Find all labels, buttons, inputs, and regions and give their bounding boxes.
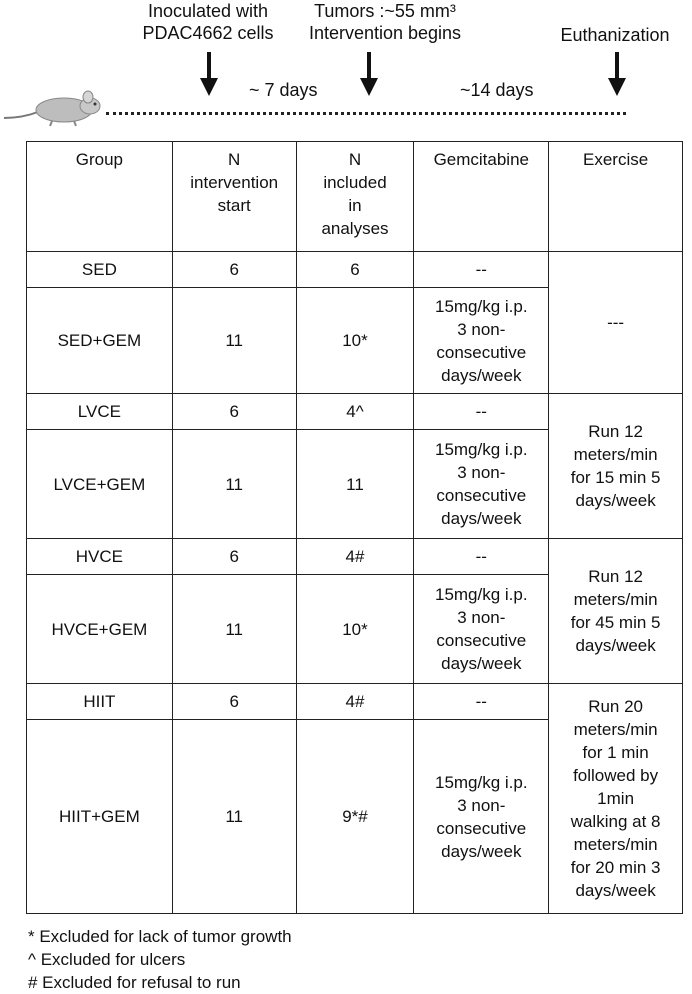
group-cell: HIIT	[27, 684, 173, 720]
duration-14-days: ~14 days	[460, 80, 534, 100]
n-start-cell: 11	[172, 430, 296, 539]
exercise-cell: ---	[549, 252, 683, 394]
gem-cell: 15mg/kg i.p. 3 non- consecutive days/week	[414, 575, 549, 684]
n-included-cell: 10*	[296, 575, 414, 684]
header-group: Group	[27, 142, 173, 252]
gem-cell: --	[414, 394, 549, 430]
event-euthanization-label: Euthanization	[560, 25, 670, 45]
gem-cell: 15mg/kg i.p. 3 non- consecutive days/week	[414, 720, 549, 914]
group-cell: LVCE+GEM	[27, 430, 173, 539]
table-row	[27, 539, 683, 575]
exercise-cell: Run 12 meters/min for 45 min 5 days/week	[549, 539, 683, 684]
n-included-cell: 4^	[296, 394, 414, 430]
n-start-cell: 6	[172, 539, 296, 575]
header-n-start: N intervention start	[172, 142, 296, 252]
group-cell: HIIT+GEM	[27, 720, 173, 914]
table-row	[27, 684, 683, 720]
footnote-hash: # Excluded for refusal to run	[28, 973, 241, 992]
n-included-cell: 4#	[296, 684, 414, 720]
exercise-cell: Run 20 meters/min for 1 min followed by 1min walking at 8 meters/min for 20 min 3 days/week	[549, 684, 683, 914]
gem-cell: 15mg/kg i.p. 3 non- consecutive days/week	[414, 288, 549, 394]
exercise-cell: Run 12 meters/min for 15 min 5 days/week	[549, 394, 683, 539]
n-included-cell: 4#	[296, 539, 414, 575]
timeline-dotted-line	[106, 112, 626, 115]
n-included-cell: 9*#	[296, 720, 414, 914]
group-cell: HVCE	[27, 539, 173, 575]
group-cell: HVCE+GEM	[27, 575, 173, 684]
n-start-cell: 6	[172, 394, 296, 430]
footnote-caret: ^ Excluded for ulcers	[28, 950, 186, 969]
n-included-cell: 6	[296, 252, 414, 288]
gem-cell: --	[414, 252, 549, 288]
event-inoculation-label: Inoculated with PDAC4662 cells	[142, 1, 274, 43]
group-cell: LVCE	[27, 394, 173, 430]
gem-cell: --	[414, 539, 549, 575]
header-n-included: N included in analyses	[296, 142, 414, 252]
event-intervention-label: Tumors :~55 mm³ Intervention begins	[308, 1, 462, 43]
table-row	[27, 252, 683, 288]
n-start-cell: 11	[172, 720, 296, 914]
duration-7-days: ~ 7 days	[249, 80, 318, 100]
group-cell: SED	[27, 252, 173, 288]
study-design-table	[26, 141, 683, 914]
mouse-icon	[2, 88, 106, 128]
n-included-cell: 11	[296, 430, 414, 539]
footnotes	[28, 925, 292, 994]
n-start-cell: 6	[172, 252, 296, 288]
n-included-cell: 10*	[296, 288, 414, 394]
footnote-asterisk: * Excluded for lack of tumor growth	[28, 927, 292, 946]
header-exercise: Exercise	[549, 142, 683, 252]
n-start-cell: 6	[172, 684, 296, 720]
table-header-row	[27, 142, 683, 252]
header-gemcitabine: Gemcitabine	[414, 142, 549, 252]
n-start-cell: 11	[172, 288, 296, 394]
table-row	[27, 394, 683, 430]
group-cell: SED+GEM	[27, 288, 173, 394]
gem-cell: --	[414, 684, 549, 720]
n-start-cell: 11	[172, 575, 296, 684]
gem-cell: 15mg/kg i.p. 3 non- consecutive days/week	[414, 430, 549, 539]
